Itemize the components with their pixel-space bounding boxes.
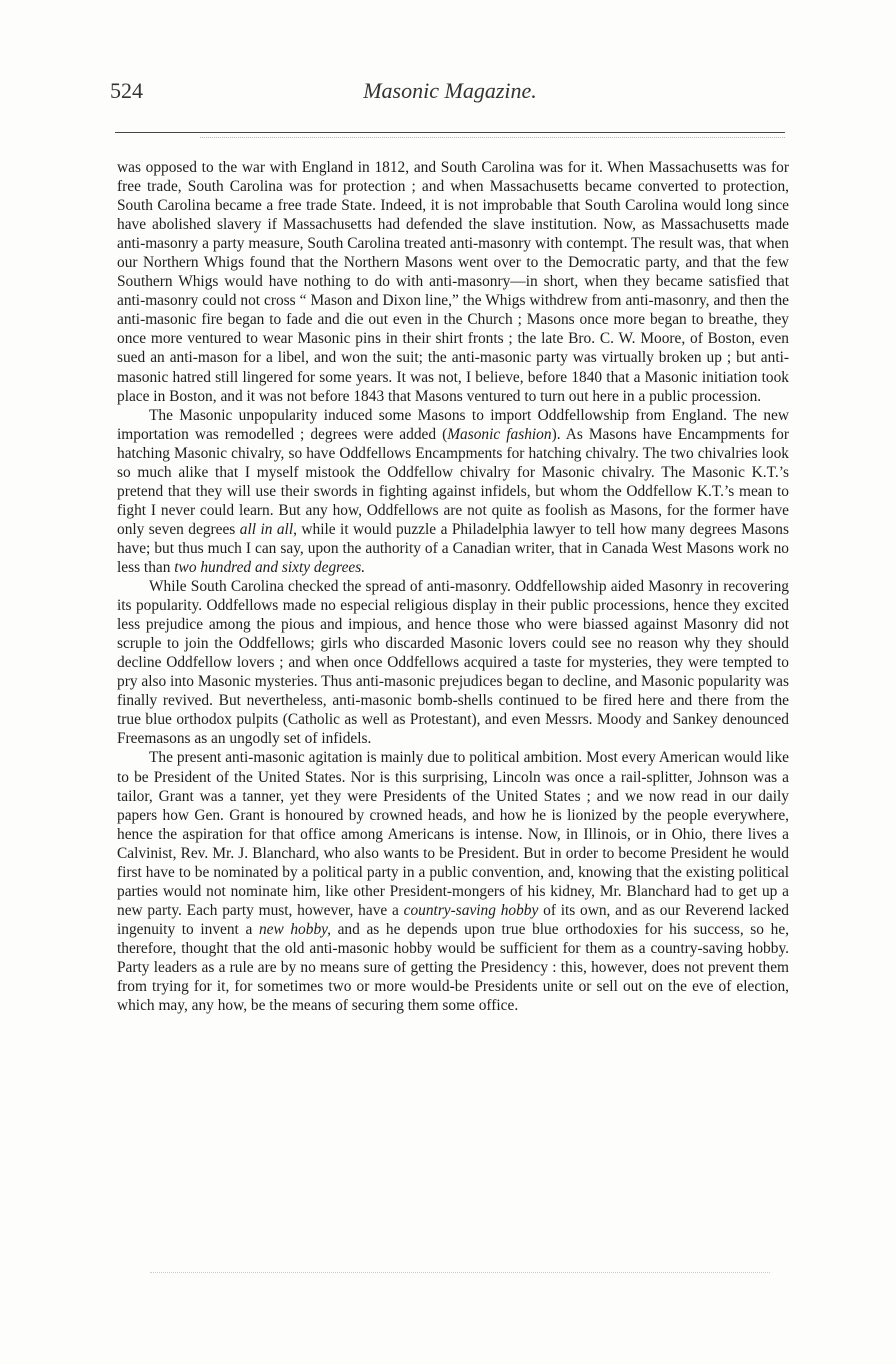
paragraph-4	[117, 748, 789, 1015]
paragraph-2	[117, 406, 789, 577]
paragraph-2-text-c: , while it would puzzle a Philadelphia lawyer to tell how many degrees Masons have; but thus much I can say, upon the authority of a Canadian writer, that in Canada West Masons work no less than	[117, 520, 789, 576]
paragraph-3-text: While South Carolina checked the spread of anti-masonry. Oddfellowship aided Masonry in recovering its popularity. Oddfellows made no especial religious display in their public processions, hence they excited less prejudice among the pious and impious, and hence those who were biassed against Masonry did not scruple to join the Oddfellows; girls who discarded Masonic lovers could see no reason why they should decline Oddfellow lovers ; and when once Oddfellows acquired a taste for mysteries, they were tempted to pry also into Masonic mysteries. Thus anti-masonic prejudices began to decline, and Masonic popularity was finally revived. But nevertheless, anti-masonic bomb-shells continued to be fired here and there from the true blue orthodox pulpits (Catholic as well as Protestant), and even Messrs. Moody and Sankey denounced Freemasons as an ungodly set of infidels.	[117, 578, 789, 748]
header-rule-faint	[200, 137, 785, 138]
paragraph-3	[117, 577, 789, 748]
running-title: Masonic Magazine.	[363, 78, 537, 103]
paragraph-2-italic-a: Masonic fashion	[447, 425, 552, 443]
page-number: 524	[110, 78, 143, 103]
paragraph-4-italic-a: country-saving hobby	[403, 901, 539, 919]
paragraph-4-italic-b: new hobby,	[258, 920, 331, 938]
page-header	[110, 78, 790, 118]
paragraph-2-text-b: ). As Masons have Encampments for hatching Masonic chivalry, so have Oddfellows Encampments for hatching chivalry. The two chivalries look so much alike that I myself mistook the Oddfellow chivalry for Masonic chivalry. The Masonic K.T.’s pretend that they will use their swords in fighting against infidels, but whom the Oddfellow K.T.’s mean to fight I never could learn. But any how, Oddfellows are not quite as foolish as Masons, for the former have only seven degrees	[117, 425, 789, 538]
paragraph-1-text: was opposed to the war with England in 1812, and South Carolina was for it. When Massachusetts was for free trade, South Carolina was for protection ; and when Massachusetts became converted to protection, South Carolina became a free trade State. Indeed, it is not improbable that South Carolina would long since have abolished slavery if Massachusetts had defended the slave institution. Now, as Massachusetts made anti-masonry a party measure, South Carolina treated anti-masonry with contempt. The result was, that when our Northern Whigs found that the Northern Masons went over to the Democratic party, and that the few Southern Whigs would have nothing to do with anti-masonry—in short, when they became satisfied that anti-masonry could not cross “ Mason and Dixon line,” the Whigs withdrew from anti-masonry, and then the anti-masonic fire began to fade and die out even in the Church ; Masons once more began to breathe, they once more ventured to wear Masonic pins in their shirt fronts ; the late Bro. C. W. Moore, of Boston, even sued an anti-mason for a libel, and won the suit; the anti-masonic party was virtually broken up ; but anti-masonic hatred still lingered for some years. It was not, I believe, before 1840 that a Masonic initiation took place in Boston, and it was not before 1843 that Masons ventured to turn out here in a public procession.	[117, 159, 789, 405]
paragraph-1	[117, 158, 789, 406]
paragraph-2-italic-b: all in all	[239, 520, 294, 538]
paragraph-4-text-a: The present anti-masonic agitation is mainly due to political ambition. Most every American would like to be President of the United States. Nor is this surprising, Lincoln was once a rail-splitter, Johnson was a tailor, Grant was a tanner, yet they were Presidents of the United States ; and we now read in our daily papers how Gen. Grant is honoured by crowned heads, and how he is lionized by the people everywhere, hence the aspiration for that office among Americans is intense. Now, in Illinois, or in Ohio, there lives a Calvinist, Rev. Mr. J. Blanchard, who also wants to be President. But in order to become President he would first have to be nominated by a political party in a public convention, and, knowing that the existing political parties would not nominate him, like other President-mongers of his kidney, Mr. Blanchard had to get up a new party. Each party must, however, have a	[117, 749, 789, 919]
paragraph-4-text-c: and as he depends upon true blue orthodoxies for his success, so he, therefore, thought that the old anti-masonic hobby would be sufficient for them as a country-saving hobby. Party leaders as a rule are by no means sure of getting the Presidency : this, however, does not prevent them from trying for it, for sometimes two or more would-be Presidents unite or sell out on the eve of election, which may, any how, be the means of securing them some office.	[117, 920, 789, 1015]
paragraph-4-text-b: of its own, and as our Reverend lacked ingenuity to invent a	[117, 901, 789, 938]
footer-faint-rule	[150, 1272, 770, 1273]
header-rule	[115, 132, 785, 133]
article-body	[117, 158, 789, 1015]
paragraph-2-text-a: The Masonic unpopularity induced some Masons to import Oddfellowship from England. The new importation was remodelled ; degrees were added (	[117, 406, 789, 443]
paragraph-2-italic-c: two hundred and sixty degrees.	[174, 558, 366, 576]
